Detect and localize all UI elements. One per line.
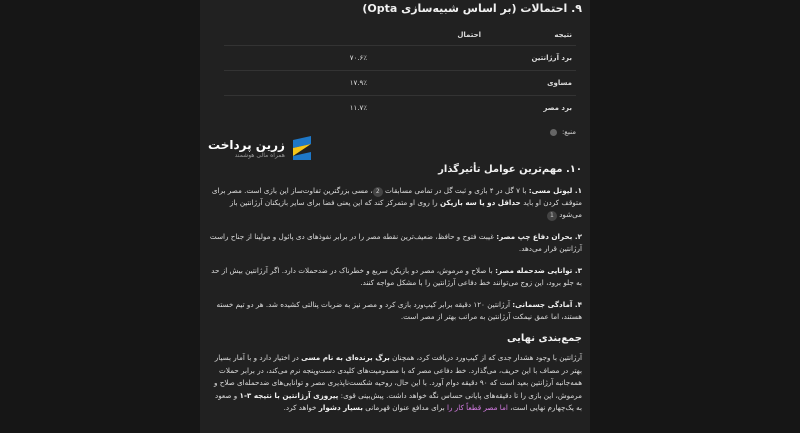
summary-text: در اختیار دارد و با آمار بسیار بهتر در مصاف با این حریف، می‌گذارد. خط دفاعی مصر که با مصدومیت‌های کلیدی دست‌وپنجه نرم می‌کند، در برابر حملات همه‌جانبه آرژانتین بعید است که ۹۰ دقیقه دوام آورد. با این حال، روحیه شکست‌ناپذیری مصر و توانایی‌های ضدحمله‌ای صلاح و مرموش، این بازی را تا دقیقه‌های پایانی حساس نگه خواهد داشت. پیش‌بینی قوی: [213, 353, 582, 400]
table-row [224, 71, 576, 96]
factor-lead: ۳. توانایی ضدحمله مصر: [495, 266, 582, 275]
prob-cell: ۱۷.۹٪ [224, 71, 485, 96]
source-link-icon[interactable] [550, 129, 557, 136]
probabilities-table [224, 25, 576, 120]
prob-cell: ۱۱.۷٪ [224, 96, 485, 121]
citation-badge[interactable]: 1 [547, 211, 557, 221]
summary-text: خواهد کرد. [283, 403, 319, 412]
left-margin [0, 0, 200, 433]
summary-text: برای مدافع عنوان قهرمانی [362, 403, 448, 412]
result-cell: برد آرژانتین [485, 46, 576, 71]
summary-bold: پیروزی آرژانتین با نتیجه ۳-۱ [239, 390, 339, 400]
chat-content [200, 0, 590, 433]
factor-text: غیبت فتوح و حافظ، ضعیف‌ترین نقطه مصر را در برابر نفوذهای دی پائول و مولینا از جناح راست آرژانتین قرار می‌دهد. [209, 232, 582, 253]
factor-text: آرژانتین ۱۲۰ دقیقه برابر کیپ‌ورد بازی کرد و مصر نیز به ضربات پنالتی کشیده شد. هر دو تیم خسته هستند، اما عمق نیمکت آرژانتین به مراتب بهتر از مصر است. [216, 300, 582, 321]
factor-item [208, 231, 582, 255]
table-header-row [224, 25, 576, 46]
table-row [224, 46, 576, 71]
col-result-header: نتیجه [554, 31, 572, 39]
factor-item [208, 265, 582, 289]
factor-text: ، مسی بزرگترین تفاوت‌ساز این بازی است. مصر برای متوقف کردن او باید [211, 186, 582, 207]
factor-lead: ۱. لیونل مسی: [528, 186, 582, 195]
factor-text: با ۷ گل در ۴ بازی و ثبت گل در تمامی مسابقات [385, 186, 529, 195]
summary-paragraph [208, 352, 582, 415]
factor-item [208, 299, 582, 323]
factor-bold: حداقل دو یا سه بازیکن [439, 198, 524, 207]
result-cell: برد مصر [485, 96, 576, 121]
summary-text: آرژانتین با وجود هشدار جدی که از کیپ‌ورد دریافت کرد، همچنان [389, 353, 582, 362]
factor-lead: ۴. آمادگی جسمانی: [512, 300, 582, 309]
prob-cell: ۷۰.۶٪ [224, 46, 485, 71]
summary-heading: جمع‌بندی نهایی [507, 333, 582, 344]
summary-bold: برگ برنده‌ای به نام مسی [301, 353, 390, 362]
summary-bold: بسیار دشوار [318, 403, 363, 412]
summary-highlight: اما مصر قطعاً کار را [447, 403, 508, 412]
factor-lead: ۲. بحران دفاع چپ مصر: [496, 232, 582, 241]
col-prob-header: احتمال [457, 31, 482, 39]
factors-heading: ۱۰. مهم‌ترین عوامل تأثیرگذار [438, 164, 582, 175]
right-margin [590, 0, 800, 433]
factor-text: را روی او متمرکز کند که این یعنی فضا برای سایر بازیکنان آرژانتین باز می‌شود [229, 198, 582, 219]
probabilities-heading: ۹. احتمالات (بر اساس شبیه‌سازی Opta) [362, 2, 582, 15]
citation-badge[interactable]: 2 [373, 187, 383, 197]
zarinpal-logo-icon [291, 136, 313, 160]
brand-name: زرین پرداخت [208, 137, 285, 152]
source-label: منبع: [561, 128, 576, 136]
factor-item [208, 185, 582, 221]
summary-text: و صعود به یک‌چهارم نهایی است، [215, 390, 582, 412]
factor-text: با صلاح و مرموش، مصر دو بازیکن سریع و خطرناک در ضدحملات دارد. اگر آرژانتین بیش از حد به جلو برود، این زوج می‌توانند خط دفاعی آرژانتین را با مشکل مواجه کنند. [211, 266, 582, 287]
source-line [208, 128, 576, 136]
brand-tagline: همراه مالی هوشمند [234, 151, 285, 159]
result-cell: مساوی [485, 71, 576, 96]
brand-watermark [208, 136, 313, 160]
table-row [224, 96, 576, 121]
